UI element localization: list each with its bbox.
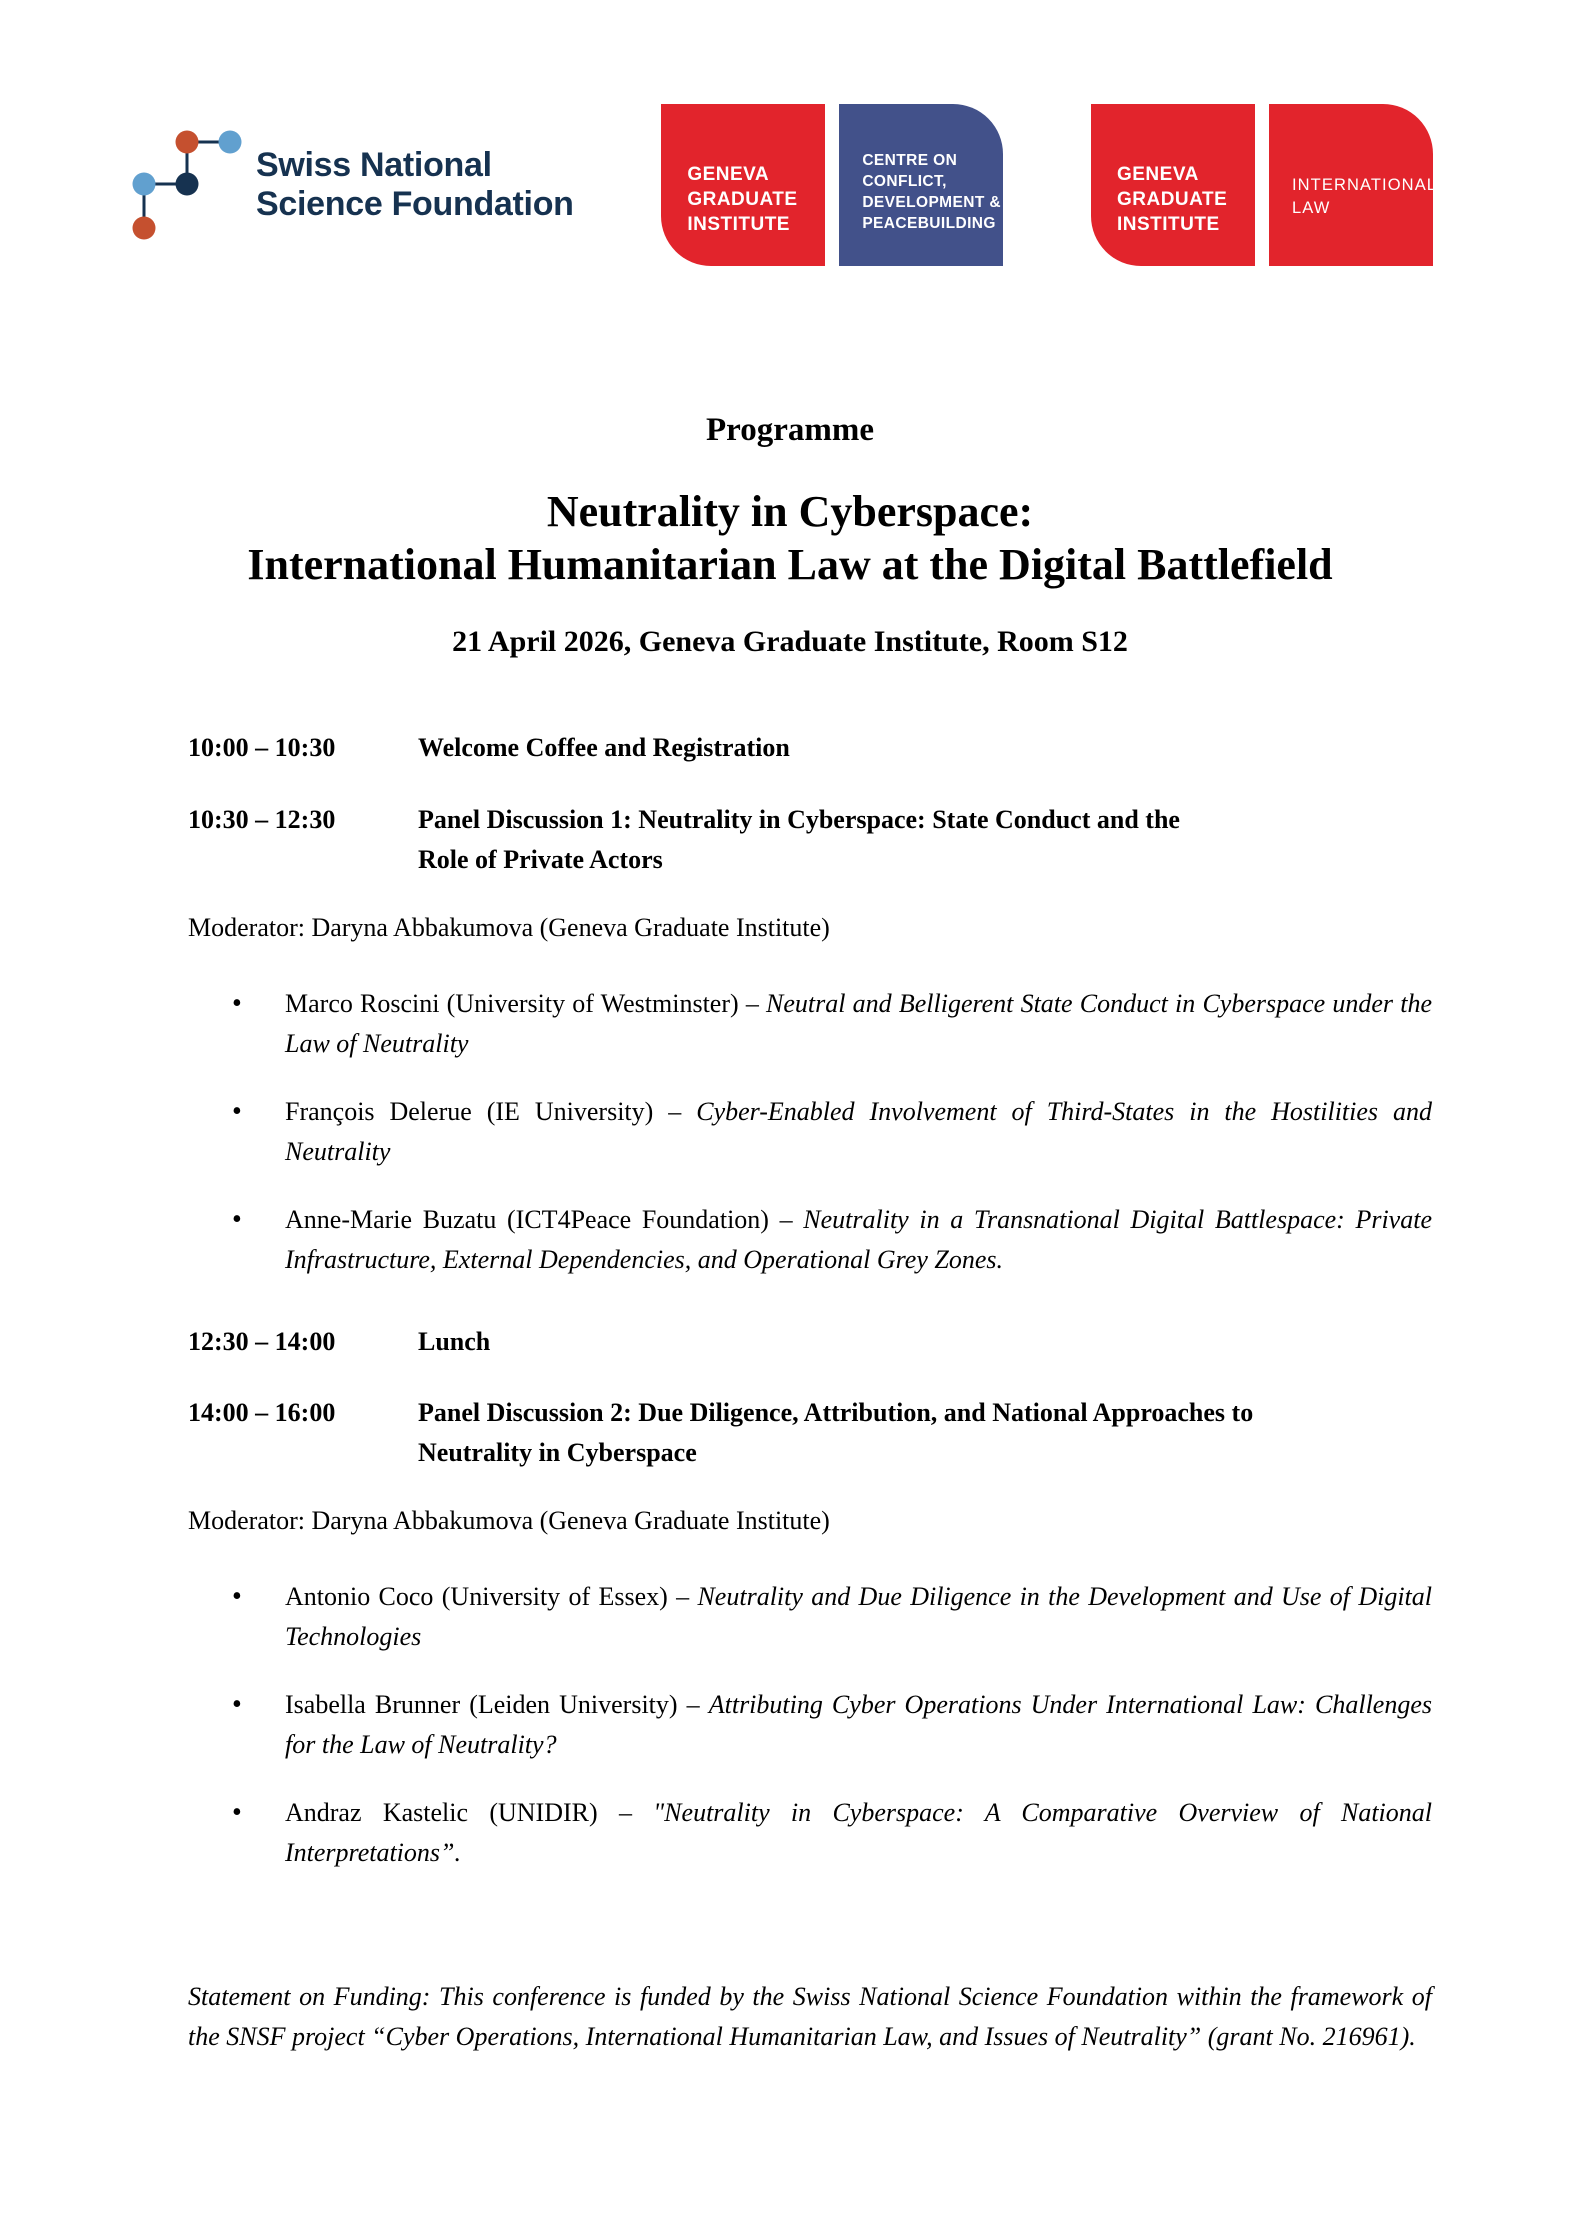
funding-statement: Statement on Funding: This conference is funded by the Swiss National Science Foundation within the framework of the SNSF project “Cyber Operations, International Humanitarian Law, and Issues of Neutrality” (grant No. 216961).	[188, 1982, 1432, 2051]
international-law-text	[1269, 104, 1438, 220]
snsf-network-icon	[130, 128, 244, 242]
ggi-institute-line: GRADUATE	[1116, 189, 1228, 210]
international-law-box	[1269, 104, 1438, 266]
speaker-name: Marco Roscini (University of Westminster)	[285, 989, 739, 1018]
speaker-item	[188, 1793, 1432, 1873]
schedule-row-panel2	[188, 1393, 1432, 1473]
separator-dash: –	[738, 989, 767, 1018]
speaker-name: Isabella Brunner (Leiden University)	[285, 1690, 678, 1719]
panel1-speaker-list	[188, 984, 1432, 1280]
ccdp-centre-line: PEACEBUILDING	[862, 215, 996, 232]
session-title-line2: Role of Private Actors	[418, 845, 663, 874]
speaker-item	[188, 1092, 1432, 1172]
snsf-wordmark-line2: Science Foundation	[256, 185, 574, 223]
session-title-line1: Panel Discussion 1: Neutrality in Cyberspace: State Conduct and the	[418, 805, 1180, 834]
session-title-line1: Panel Discussion 2: Due Diligence, Attribution, and National Approaches to	[418, 1398, 1254, 1427]
separator-dash: –	[653, 1097, 697, 1126]
separator-dash: –	[677, 1690, 709, 1719]
session-title	[418, 800, 1180, 880]
separator-dash: –	[667, 1582, 698, 1611]
schedule	[188, 728, 1432, 1873]
international-law-line: LAW	[1291, 199, 1331, 217]
panel2-speaker-list	[188, 1577, 1432, 1873]
session-title-line2: Neutrality in Cyberspace	[418, 1438, 697, 1467]
speaker-item	[188, 984, 1432, 1064]
talk-title: Attributing Cyber Operations Under International Law: Challenges for the Law of Neutrality?	[285, 1690, 1432, 1759]
talk-title: Neutral and Belligerent State Conduct in Cyberspace under the Law of Neutrality	[285, 989, 1432, 1058]
schedule-row-panel1	[188, 800, 1432, 880]
speaker-name: François Delerue (IE University)	[285, 1097, 654, 1126]
ggi-international-law-logo	[1091, 104, 1438, 266]
panel2-moderator: Moderator: Daryna Abbakumova (Geneva Graduate Institute)	[188, 1506, 830, 1535]
ggi-institute-line: GRADUATE	[687, 189, 798, 210]
event-title-line1: Neutrality in Cyberspace:	[546, 487, 1034, 536]
ccdp-centre-box	[839, 104, 1003, 266]
ggi-institute-text	[1091, 104, 1255, 237]
ccdp-centre-line: CONFLICT,	[862, 173, 947, 190]
talk-title: Neutrality in a Transnational Digital Battlespace: Private Infrastructure, External Dependencies, and Operational Grey Zones.	[285, 1205, 1432, 1274]
international-law-line: INTERNATIONAL	[1291, 176, 1438, 194]
session-title: Welcome Coffee and Registration	[418, 733, 790, 762]
event-title	[0, 485, 1580, 591]
ggi-institute-text	[661, 104, 825, 237]
separator-dash: –	[597, 1798, 654, 1827]
ggi-institute-line: INSTITUTE	[687, 214, 790, 235]
ggi-institute-line: GENEVA	[687, 164, 770, 185]
speaker-name: Antonio Coco (University of Essex)	[285, 1582, 668, 1611]
panel1-moderator: Moderator: Daryna Abbakumova (Geneva Graduate Institute)	[188, 913, 830, 942]
speaker-item	[188, 1200, 1432, 1280]
ggi-institute-box	[661, 104, 825, 266]
schedule-row-welcome	[188, 728, 1432, 768]
time-slot: 12:30 – 14:00	[188, 1327, 336, 1356]
talk-title: Neutrality and Due Diligence in the Development and Use of Digital Technologies	[285, 1582, 1433, 1651]
session-title: Lunch	[418, 1327, 491, 1356]
logo-header	[130, 98, 1438, 272]
time-slot: 14:00 – 16:00	[188, 1398, 336, 1427]
ccdp-centre-line: DEVELOPMENT &	[862, 194, 1001, 211]
talk-title: Cyber-Enabled Involvement of Third-States in the Hostilities and Neutrality	[285, 1097, 1432, 1166]
speaker-item	[188, 1577, 1432, 1657]
snsf-logo	[130, 128, 574, 242]
time-slot: 10:30 – 12:30	[188, 805, 336, 834]
speaker-item	[188, 1685, 1432, 1765]
speaker-name: Anne-Marie Buzatu (ICT4Peace Foundation)	[285, 1205, 769, 1234]
snsf-wordmark-line1: Swiss National	[256, 146, 492, 184]
ccdp-centre-text	[839, 104, 1003, 234]
ggi-ccdp-logo	[661, 104, 1003, 266]
ggi-institute-box	[1091, 104, 1255, 266]
schedule-row-lunch	[188, 1322, 1432, 1362]
ggi-institute-line: INSTITUTE	[1116, 214, 1220, 235]
speaker-name: Andraz Kastelic (UNIDIR)	[285, 1798, 598, 1827]
event-date-location: 21 April 2026, Geneva Graduate Institute, Room S12	[452, 625, 1128, 658]
time-slot: 10:00 – 10:30	[188, 733, 336, 762]
ggi-institute-line: GENEVA	[1116, 164, 1199, 185]
snsf-wordmark	[256, 146, 574, 224]
talk-title: "Neutrality in Cyberspace: A Comparative Overview of National Interpretations”.	[285, 1798, 1432, 1867]
event-title-line2: International Humanitarian Law at the Digital Battlefield	[247, 540, 1333, 589]
session-title	[418, 1393, 1253, 1473]
separator-dash: –	[768, 1205, 804, 1234]
ccdp-centre-line: CENTRE ON	[862, 152, 958, 169]
programme-label: Programme	[706, 412, 874, 448]
